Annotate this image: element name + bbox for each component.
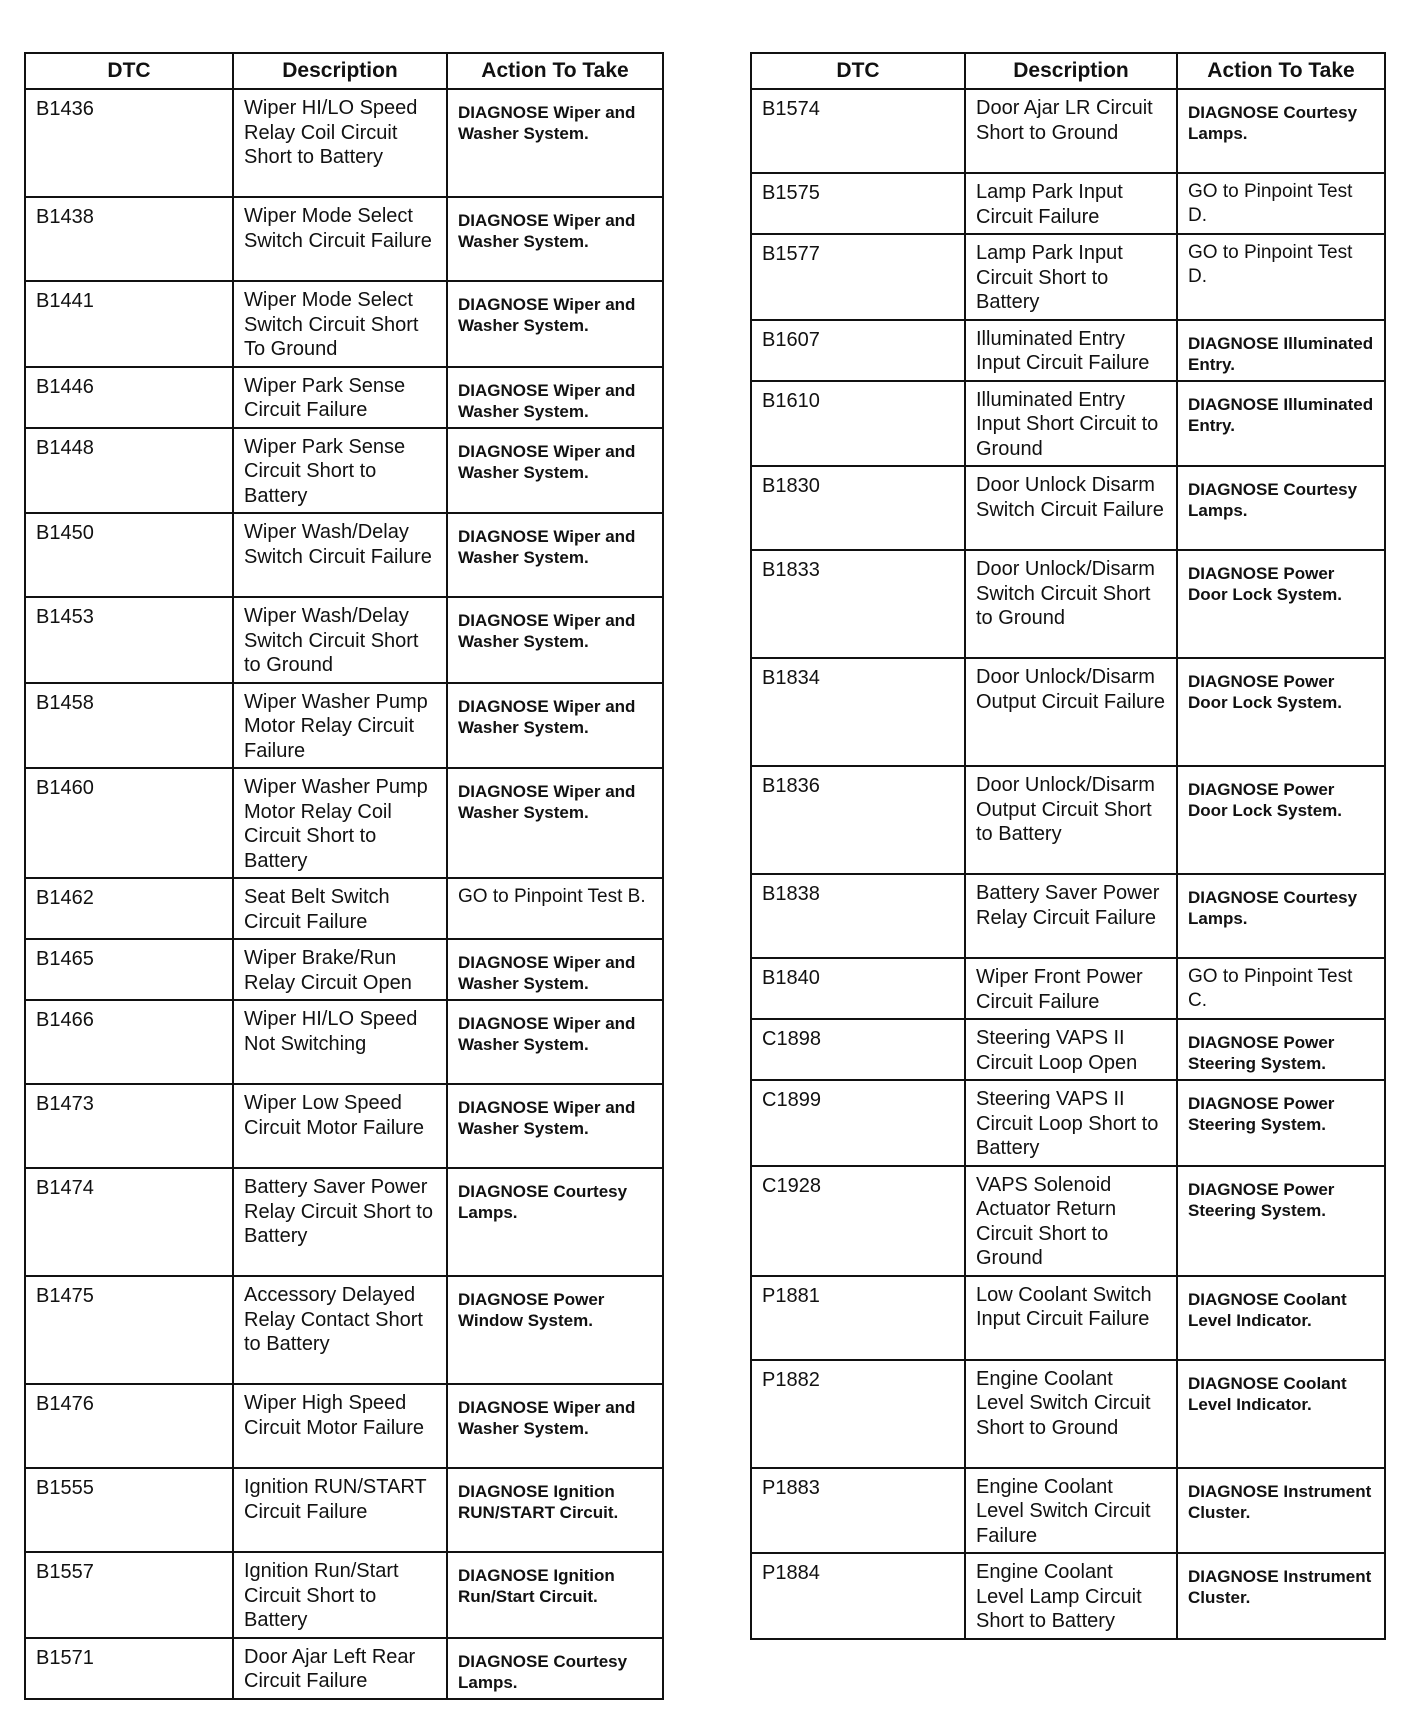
table-row: [25, 1168, 663, 1276]
dtc-code: B1571: [25, 1638, 233, 1699]
table-row: [751, 1019, 1385, 1080]
table-row: [25, 197, 663, 281]
dtc-action: DIAGNOSE Wiper and Washer System.: [447, 768, 663, 878]
table-row: [751, 1276, 1385, 1360]
dtc-action: GO to Pinpoint Test B.: [447, 878, 663, 939]
table-row: [25, 1638, 663, 1699]
dtc-code: B1833: [751, 550, 965, 658]
dtc-description: Wiper Brake/Run Relay Circuit Open: [233, 939, 447, 1000]
dtc-code: C1928: [751, 1166, 965, 1276]
table-row: [751, 320, 1385, 381]
dtc-description: Ignition RUN/START Circuit Failure: [233, 1468, 447, 1552]
dtc-action: DIAGNOSE Power Door Lock System.: [1177, 658, 1385, 766]
dtc-code: B1453: [25, 597, 233, 683]
dtc-code: B1438: [25, 197, 233, 281]
dtc-description: VAPS Solenoid Actuator Return Circuit Short to Ground: [965, 1166, 1177, 1276]
dtc-action: GO to Pinpoint Test C.: [1177, 958, 1385, 1019]
table-row: [751, 1468, 1385, 1554]
dtc-description: Steering VAPS II Circuit Loop Open: [965, 1019, 1177, 1080]
dtc-code: C1899: [751, 1080, 965, 1166]
dtc-action: DIAGNOSE Courtesy Lamps.: [1177, 466, 1385, 550]
header-action: Action To Take: [447, 53, 663, 89]
dtc-code: B1465: [25, 939, 233, 1000]
dtc-action: DIAGNOSE Wiper and Washer System.: [447, 428, 663, 514]
dtc-action: DIAGNOSE Coolant Level Indicator.: [1177, 1276, 1385, 1360]
dtc-action: DIAGNOSE Coolant Level Indicator.: [1177, 1360, 1385, 1468]
dtc-description: Wiper Mode Select Switch Circuit Short To Ground: [233, 281, 447, 367]
dtc-action: DIAGNOSE Illuminated Entry.: [1177, 320, 1385, 381]
dtc-code: B1557: [25, 1552, 233, 1638]
dtc-description: Illuminated Entry Input Circuit Failure: [965, 320, 1177, 381]
table-row: [751, 658, 1385, 766]
dtc-description: Door Ajar Left Rear Circuit Failure: [233, 1638, 447, 1699]
dtc-action: DIAGNOSE Power Window System.: [447, 1276, 663, 1384]
dtc-description: Wiper Wash/Delay Switch Circuit Short to Ground: [233, 597, 447, 683]
dtc-description: Wiper Park Sense Circuit Short to Battery: [233, 428, 447, 514]
table-row: [751, 874, 1385, 958]
table-row: [25, 768, 663, 878]
dtc-code: B1473: [25, 1084, 233, 1168]
table-row: [751, 1080, 1385, 1166]
table-row: [25, 281, 663, 367]
dtc-description: Wiper HI/LO Speed Relay Coil Circuit Short to Battery: [233, 89, 447, 197]
table-row: [25, 597, 663, 683]
dtc-description: Wiper Washer Pump Motor Relay Circuit Failure: [233, 683, 447, 769]
header-dtc: DTC: [25, 53, 233, 89]
dtc-description: Seat Belt Switch Circuit Failure: [233, 878, 447, 939]
dtc-code: B1574: [751, 89, 965, 173]
table-row: [751, 958, 1385, 1019]
table-row: [751, 1553, 1385, 1639]
table-body-right: [751, 89, 1385, 1639]
dtc-code: B1555: [25, 1468, 233, 1552]
table-row: [751, 89, 1385, 173]
dtc-action: DIAGNOSE Wiper and Washer System.: [447, 597, 663, 683]
dtc-action: DIAGNOSE Courtesy Lamps.: [447, 1168, 663, 1276]
dtc-code: B1458: [25, 683, 233, 769]
dtc-description: Door Unlock/Disarm Output Circuit Failure: [965, 658, 1177, 766]
dtc-description: Wiper High Speed Circuit Motor Failure: [233, 1384, 447, 1468]
table-row: [25, 1084, 663, 1168]
dtc-code: B1450: [25, 513, 233, 597]
dtc-action: DIAGNOSE Wiper and Washer System.: [447, 89, 663, 197]
header-action: Action To Take: [1177, 53, 1385, 89]
dtc-description: Door Unlock Disarm Switch Circuit Failure: [965, 466, 1177, 550]
dtc-description: Wiper HI/LO Speed Not Switching: [233, 1000, 447, 1084]
dtc-action: GO to Pinpoint Test D.: [1177, 173, 1385, 234]
dtc-code: B1838: [751, 874, 965, 958]
dtc-action: DIAGNOSE Instrument Cluster.: [1177, 1553, 1385, 1639]
dtc-description: Battery Saver Power Relay Circuit Short to Battery: [233, 1168, 447, 1276]
dtc-description: Accessory Delayed Relay Contact Short to Battery: [233, 1276, 447, 1384]
dtc-action: DIAGNOSE Wiper and Washer System.: [447, 281, 663, 367]
dtc-action: DIAGNOSE Wiper and Washer System.: [447, 1084, 663, 1168]
dtc-code: B1836: [751, 766, 965, 874]
table-row: [25, 1384, 663, 1468]
dtc-code: B1577: [751, 234, 965, 320]
table-row: [751, 466, 1385, 550]
dtc-action: DIAGNOSE Power Steering System.: [1177, 1019, 1385, 1080]
dtc-code: P1884: [751, 1553, 965, 1639]
dtc-action: DIAGNOSE Wiper and Washer System.: [447, 197, 663, 281]
header-description: Description: [965, 53, 1177, 89]
dtc-code: B1436: [25, 89, 233, 197]
dtc-action: DIAGNOSE Power Steering System.: [1177, 1080, 1385, 1166]
dtc-action: DIAGNOSE Wiper and Washer System.: [447, 939, 663, 1000]
dtc-code: B1446: [25, 367, 233, 428]
dtc-description: Door Ajar LR Circuit Short to Ground: [965, 89, 1177, 173]
dtc-code: B1476: [25, 1384, 233, 1468]
table-row: [751, 173, 1385, 234]
dtc-action: DIAGNOSE Power Steering System.: [1177, 1166, 1385, 1276]
dtc-action: GO to Pinpoint Test D.: [1177, 234, 1385, 320]
dtc-action: DIAGNOSE Instrument Cluster.: [1177, 1468, 1385, 1554]
dtc-description: Wiper Washer Pump Motor Relay Coil Circuit Short to Battery: [233, 768, 447, 878]
table-row: [751, 550, 1385, 658]
dtc-description: Wiper Mode Select Switch Circuit Failure: [233, 197, 447, 281]
table-row: [751, 1166, 1385, 1276]
dtc-code: P1882: [751, 1360, 965, 1468]
table-row: [25, 683, 663, 769]
dtc-code: C1898: [751, 1019, 965, 1080]
dtc-action: DIAGNOSE Power Door Lock System.: [1177, 766, 1385, 874]
table-row: [751, 234, 1385, 320]
dtc-description: Engine Coolant Level Switch Circuit Short to Ground: [965, 1360, 1177, 1468]
dtc-description: Ignition Run/Start Circuit Short to Battery: [233, 1552, 447, 1638]
table-row: [751, 1360, 1385, 1468]
dtc-description: Wiper Park Sense Circuit Failure: [233, 367, 447, 428]
table-row: [25, 513, 663, 597]
dtc-code: B1834: [751, 658, 965, 766]
dtc-code: B1474: [25, 1168, 233, 1276]
dtc-code: B1448: [25, 428, 233, 514]
dtc-description: Lamp Park Input Circuit Short to Battery: [965, 234, 1177, 320]
dtc-description: Engine Coolant Level Lamp Circuit Short to Battery: [965, 1553, 1177, 1639]
dtc-action: DIAGNOSE Wiper and Washer System.: [447, 1000, 663, 1084]
dtc-action: DIAGNOSE Courtesy Lamps.: [447, 1638, 663, 1699]
dtc-description: Steering VAPS II Circuit Loop Short to Battery: [965, 1080, 1177, 1166]
dtc-action: DIAGNOSE Wiper and Washer System.: [447, 683, 663, 769]
table-row: [25, 367, 663, 428]
dtc-code: B1575: [751, 173, 965, 234]
table-row: [25, 428, 663, 514]
dtc-code: P1883: [751, 1468, 965, 1554]
dtc-code: P1881: [751, 1276, 965, 1360]
dtc-table-left: [24, 52, 664, 1700]
table-row: [751, 381, 1385, 467]
dtc-code: B1830: [751, 466, 965, 550]
header-row: [25, 53, 663, 89]
dtc-description: Door Unlock/Disarm Output Circuit Short to Battery: [965, 766, 1177, 874]
table-row: [25, 1000, 663, 1084]
table-row: [751, 766, 1385, 874]
dtc-code: B1610: [751, 381, 965, 467]
dtc-action: DIAGNOSE Courtesy Lamps.: [1177, 89, 1385, 173]
dtc-description: Lamp Park Input Circuit Failure: [965, 173, 1177, 234]
dtc-action: DIAGNOSE Wiper and Washer System.: [447, 367, 663, 428]
table-row: [25, 1552, 663, 1638]
dtc-description: Wiper Wash/Delay Switch Circuit Failure: [233, 513, 447, 597]
header-row: [751, 53, 1385, 89]
dtc-code: B1462: [25, 878, 233, 939]
dtc-action: DIAGNOSE Power Door Lock System.: [1177, 550, 1385, 658]
dtc-action: DIAGNOSE Courtesy Lamps.: [1177, 874, 1385, 958]
dtc-table-right: [750, 52, 1386, 1640]
dtc-code: B1466: [25, 1000, 233, 1084]
dtc-code: B1607: [751, 320, 965, 381]
header-dtc: DTC: [751, 53, 965, 89]
table-row: [25, 939, 663, 1000]
dtc-action: DIAGNOSE Ignition RUN/START Circuit.: [447, 1468, 663, 1552]
dtc-description: Low Coolant Switch Input Circuit Failure: [965, 1276, 1177, 1360]
dtc-description: Illuminated Entry Input Short Circuit to Ground: [965, 381, 1177, 467]
table-row: [25, 1276, 663, 1384]
dtc-description: Wiper Low Speed Circuit Motor Failure: [233, 1084, 447, 1168]
dtc-description: Wiper Front Power Circuit Failure: [965, 958, 1177, 1019]
dtc-code: B1441: [25, 281, 233, 367]
dtc-action: DIAGNOSE Ignition Run/Start Circuit.: [447, 1552, 663, 1638]
dtc-description: Engine Coolant Level Switch Circuit Failure: [965, 1468, 1177, 1554]
dtc-action: DIAGNOSE Wiper and Washer System.: [447, 1384, 663, 1468]
header-description: Description: [233, 53, 447, 89]
dtc-action: DIAGNOSE Wiper and Washer System.: [447, 513, 663, 597]
table-body-left: [25, 89, 663, 1699]
dtc-description: Door Unlock/Disarm Switch Circuit Short to Ground: [965, 550, 1177, 658]
table-row: [25, 1468, 663, 1552]
dtc-code: B1475: [25, 1276, 233, 1384]
dtc-code: B1840: [751, 958, 965, 1019]
table-row: [25, 878, 663, 939]
dtc-description: Battery Saver Power Relay Circuit Failure: [965, 874, 1177, 958]
table-row: [25, 89, 663, 197]
dtc-action: DIAGNOSE Illuminated Entry.: [1177, 381, 1385, 467]
dtc-code: B1460: [25, 768, 233, 878]
